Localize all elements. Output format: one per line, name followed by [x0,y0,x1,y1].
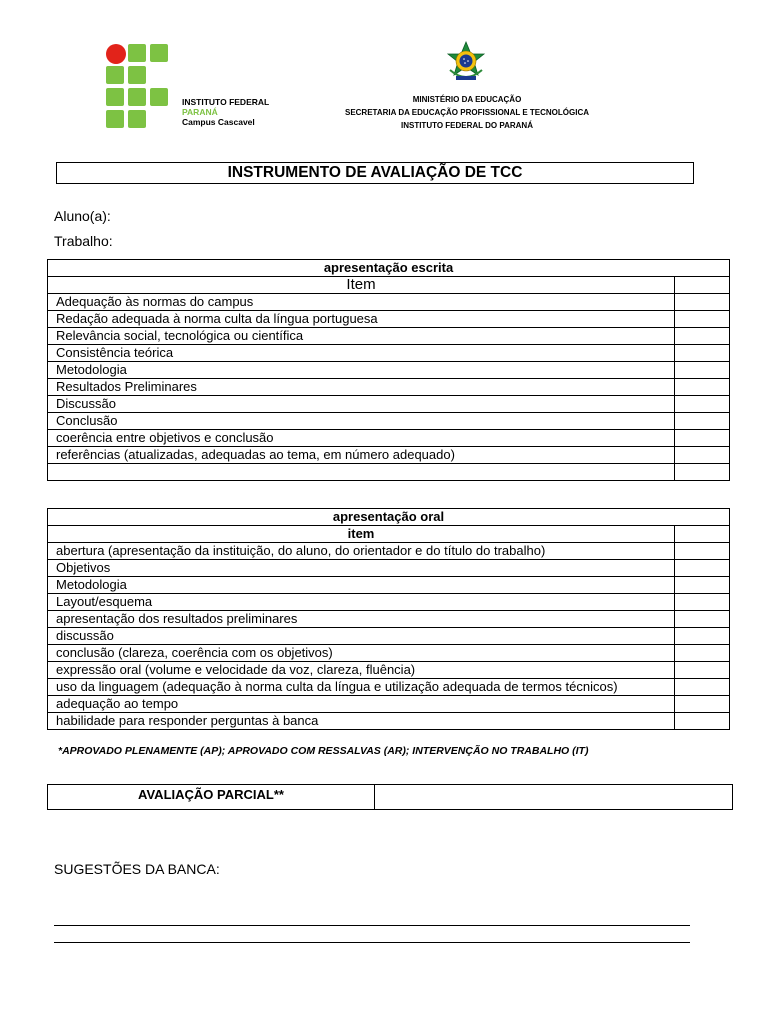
table-row [48,430,730,447]
table-header-row [48,509,730,526]
table-row [48,696,730,713]
item-column-header: Item [48,277,675,294]
criterion-label: referências (atualizadas, adequadas ao tema, em número adequado) [48,447,675,464]
grade-cell[interactable] [675,328,730,345]
section-header: apresentação oral [48,509,730,526]
table-row [48,713,730,730]
grade-cell[interactable] [675,679,730,696]
suggestion-line[interactable] [54,942,690,943]
table-row [48,662,730,679]
criterion-label: Layout/esquema [48,594,675,611]
grade-cell[interactable] [675,379,730,396]
criterion-label: Metodologia [48,362,675,379]
grade-cell[interactable] [675,294,730,311]
criterion-label: Resultados Preliminares [48,379,675,396]
grade-cell[interactable] [675,594,730,611]
table-row [48,464,730,481]
grade-cell[interactable] [675,396,730,413]
table-row [48,577,730,594]
oral-evaluation-table [47,508,730,730]
criterion-label: Discussão [48,396,675,413]
grade-cell[interactable] [675,628,730,645]
criterion-label: Metodologia [48,577,675,594]
table-header-row [48,260,730,277]
table-row [48,645,730,662]
table-header-row [48,526,730,543]
table-row [48,379,730,396]
grade-cell[interactable] [675,645,730,662]
page-title: INSTRUMENTO DE AVALIAÇÃO DE TCC [56,162,694,184]
grade-cell[interactable] [675,413,730,430]
institute-name: INSTITUTO FEDERAL PARANÁ Campus Cascavel [182,97,270,127]
grade-cell[interactable] [675,713,730,730]
criterion-label: Relevância social, tecnológica ou científica [48,328,675,345]
grading-legend: *APROVADO PLENAMENTE (AP); APROVADO COM RESSALVAS (AR); INTERVENÇÃO NO TRABALHO (IT) [58,745,589,757]
table-row [48,362,730,379]
table-row [48,560,730,577]
table-row [48,294,730,311]
criterion-label: expressão oral (volume e velocidade da voz, clareza, fluência) [48,662,675,679]
grade-cell[interactable] [675,696,730,713]
student-field: Aluno(a): [54,208,111,224]
written-evaluation-table [47,259,730,481]
partial-evaluation-label: AVALIAÇÃO PARCIAL** [48,785,375,809]
table-row [48,311,730,328]
partial-evaluation-box [47,784,733,810]
partial-evaluation-value[interactable] [375,785,732,809]
criterion-label: conclusão (clareza, coerência com os objetivos) [48,645,675,662]
grade-cell[interactable] [675,543,730,560]
criterion-label: habilidade para responder perguntas à banca [48,713,675,730]
table-row [48,345,730,362]
table-row [48,611,730,628]
grade-cell[interactable] [675,345,730,362]
criterion-label: Conclusão [48,413,675,430]
table-row [48,628,730,645]
grade-cell[interactable] [675,430,730,447]
table-row [48,543,730,560]
criterion-label: abertura (apresentação da instituição, do aluno, do orientador e do título do trabalho) [48,543,675,560]
work-field: Trabalho: [54,233,113,249]
ministry-header: MINISTÉRIO DA EDUCAÇÃO SECRETARIA DA EDUCAÇÃO PROFISSIONAL E TECNOLÓGICA INSTITUTO FEDERAL DO PARANÁ [344,95,589,130]
brazil-coat-of-arms-icon [444,40,488,84]
grade-cell[interactable] [675,577,730,594]
logo-red-dot [106,44,126,64]
grade-cell[interactable] [675,447,730,464]
table-row [48,328,730,345]
table-row [48,396,730,413]
criterion-label: adequação ao tempo [48,696,675,713]
criterion-label: Consistência teórica [48,345,675,362]
grade-cell[interactable] [675,560,730,577]
suggestions-label: SUGESTÕES DA BANCA: [54,861,220,877]
criterion-label [48,464,675,481]
grade-cell[interactable] [675,662,730,679]
criterion-label: Redação adequada à norma culta da língua portuguesa [48,311,675,328]
grade-cell[interactable] [675,611,730,628]
criterion-label: Adequação às normas do campus [48,294,675,311]
suggestion-line[interactable] [54,925,690,926]
grade-cell[interactable] [675,526,730,543]
table-row [48,594,730,611]
grade-cell[interactable] [675,362,730,379]
table-row [48,679,730,696]
grade-cell[interactable] [675,311,730,328]
criterion-label: Objetivos [48,560,675,577]
criterion-label: coerência entre objetivos e conclusão [48,430,675,447]
criterion-label: discussão [48,628,675,645]
item-column-header: item [48,526,675,543]
grade-cell[interactable] [675,277,730,294]
table-header-row [48,277,730,294]
ifpr-logo [106,44,172,128]
table-row [48,447,730,464]
criterion-label: uso da linguagem (adequação à norma culta da língua e utilização adequada de termos técnicos) [48,679,675,696]
grade-cell[interactable] [675,464,730,481]
criterion-label: apresentação dos resultados preliminares [48,611,675,628]
table-row [48,413,730,430]
section-header: apresentação escrita [48,260,730,277]
